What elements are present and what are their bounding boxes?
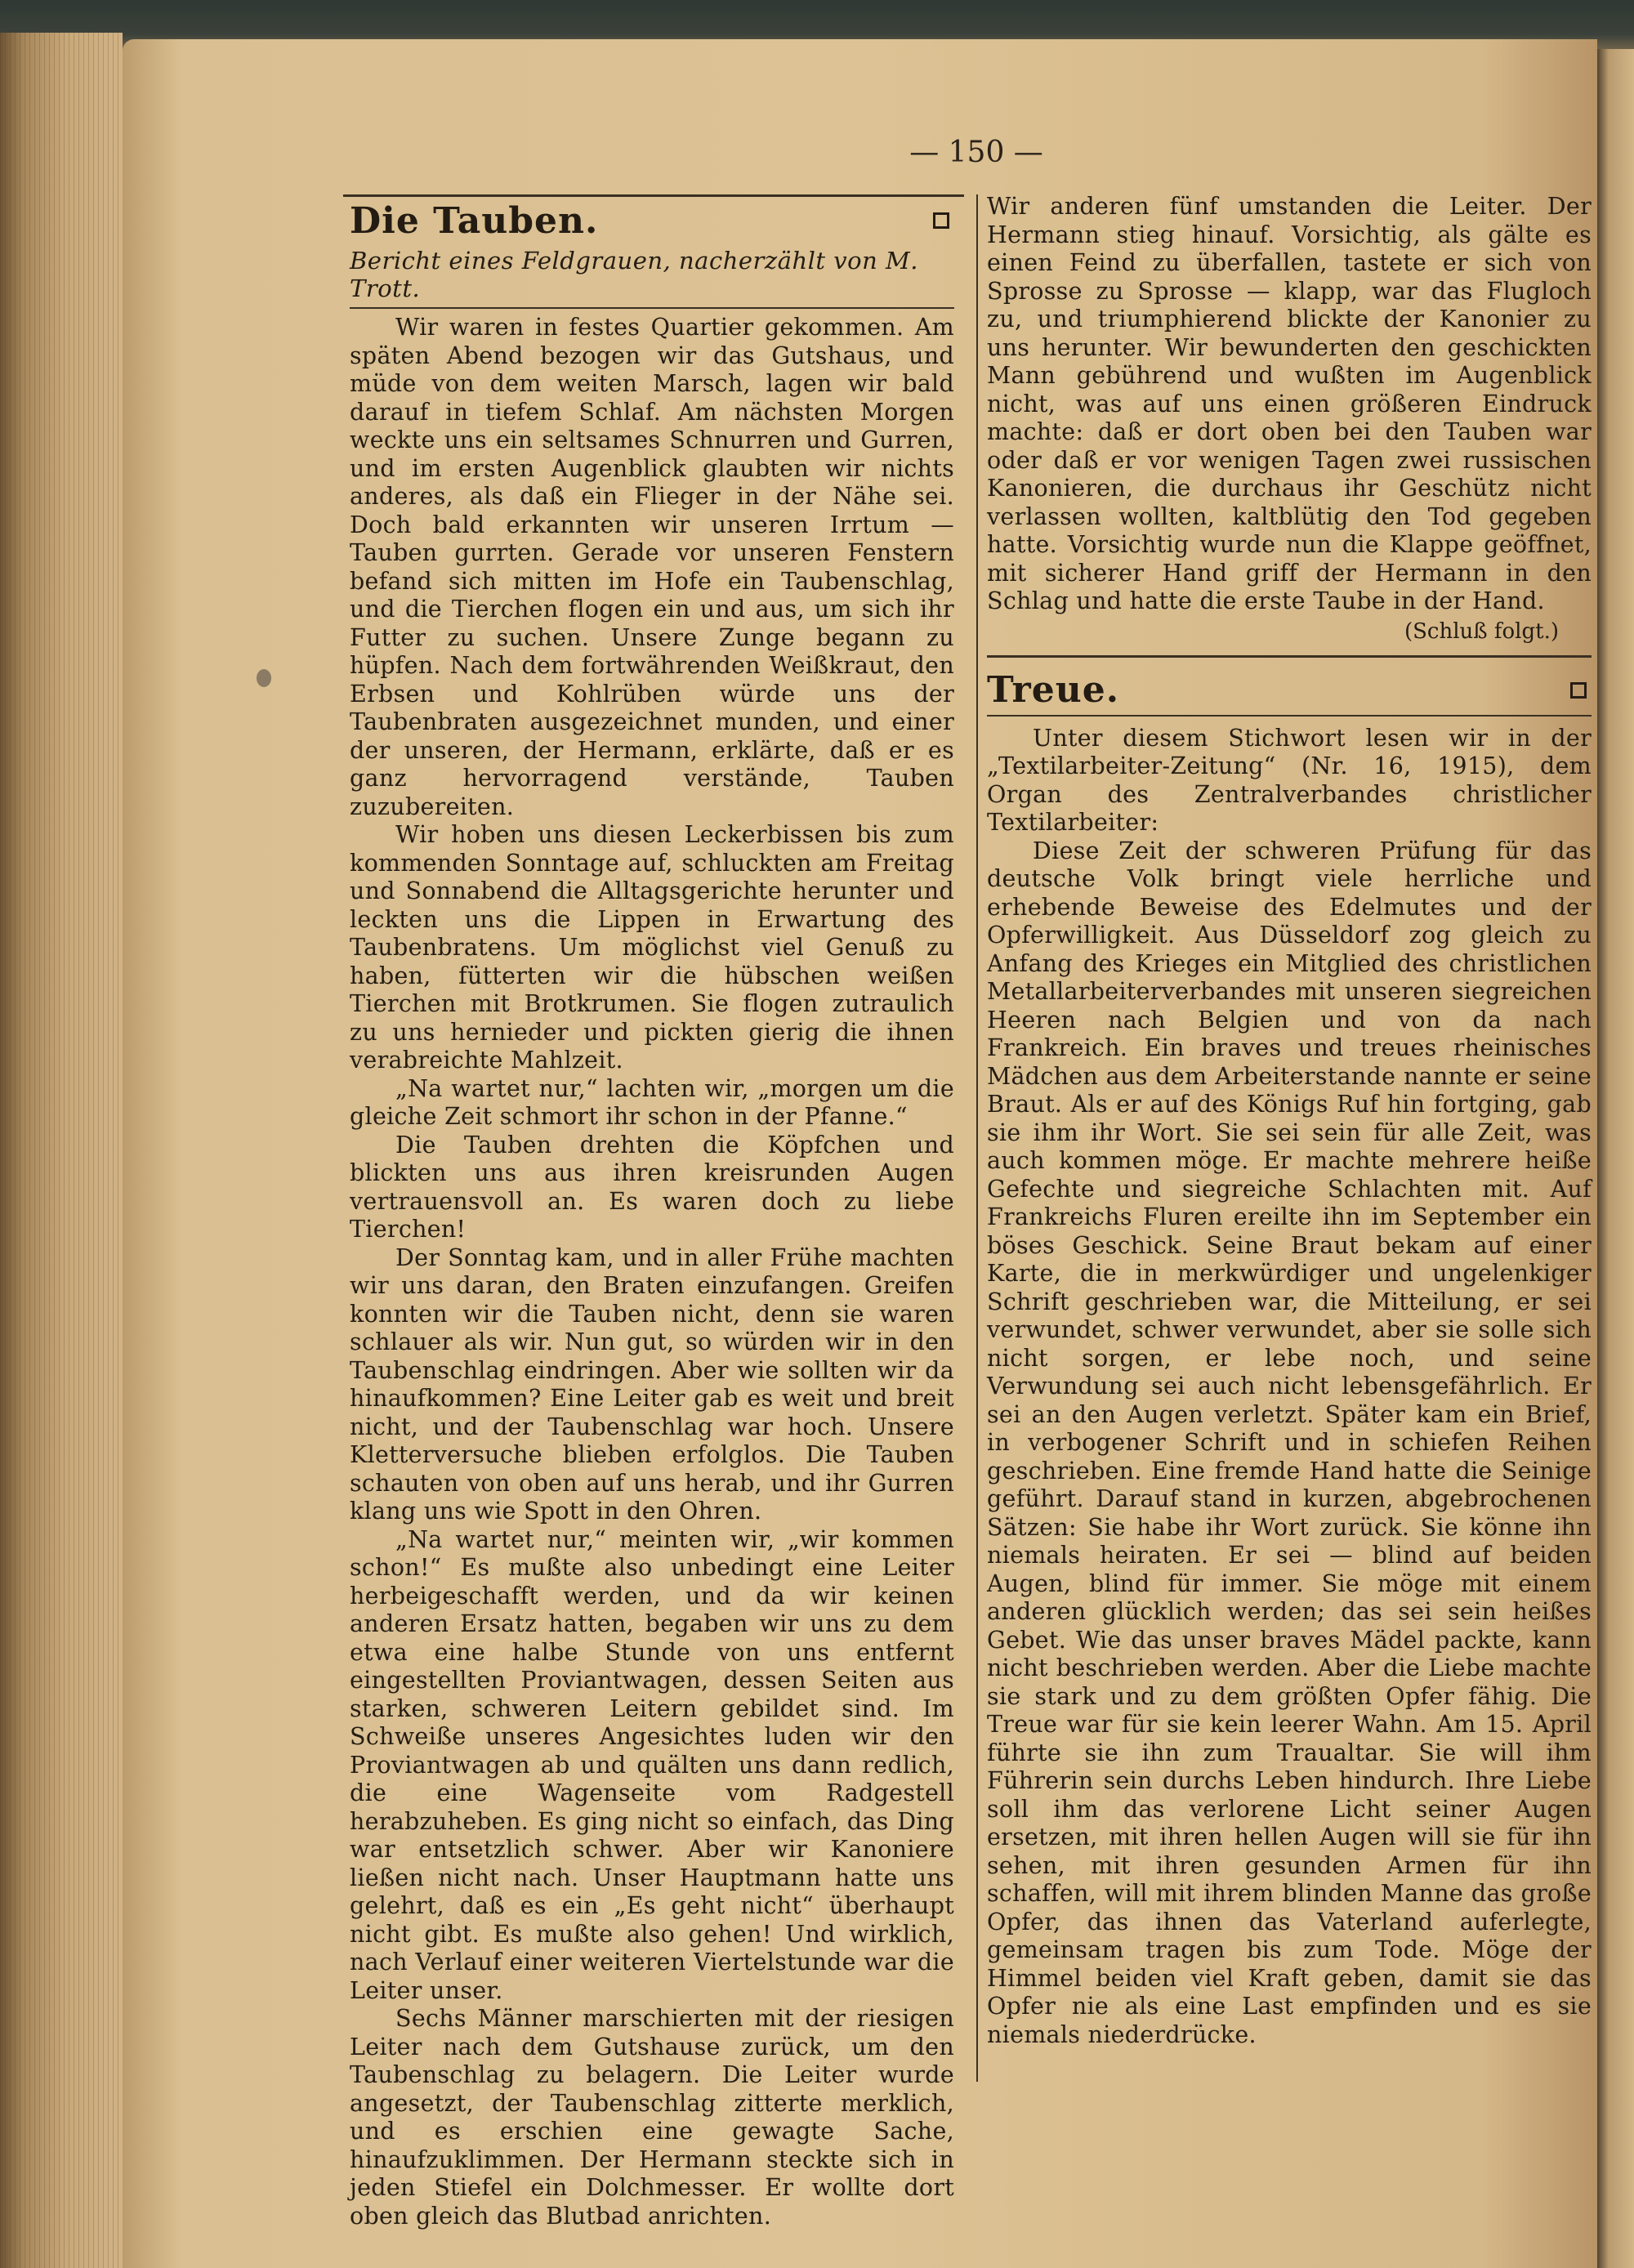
paragraph: „Na wartet nur,“ lachten wir, „morgen um die gleiche Zeit schmort ihr schon in der Pfanne.“ bbox=[350, 1074, 954, 1130]
article-heading bbox=[987, 666, 1592, 715]
page-number: — 150 — bbox=[909, 136, 1043, 169]
adjacent-page-edge bbox=[1595, 49, 1634, 2268]
article-title: Treue. bbox=[987, 669, 1120, 711]
left-column bbox=[350, 196, 954, 2230]
page-stack bbox=[0, 33, 123, 2268]
article-title: Die Tauben. bbox=[350, 199, 599, 242]
paragraph: Diese Zeit der schweren Prüfung für das deutsche Volk bringt viele herrliche und erhebende Beweise des Edelmutes und der Opferwilligkeit. Aus Düsseldorf zog gleich zu Anfang des Krieges ein Mitglied des christlichen Metallarbeiterverbandes mit unseren siegreichen Heeren nach Belgien und von da nach Frankreich. Ein braves und treues rheinisches Mädchen aus dem Arbeiterstande nannte er seine Braut. Als er auf des Königs Ruf hin fortging, gab sie ihm ihr Wort. Sie sei sein für alle Zeit, was auch kommen möge. Er machte mehrere heiße Gefechte und siegreiche Schlachten mit. Auf Frankreichs Fluren ereilte ihn im September ein böses Geschick. Seine Braut bekam auf einer Karte, die in merkwürdiger und ungelenkiger Schrift geschrieben war, die Mitteilung, er sei verwundet, schwer verwundet, aber sie solle sich nicht sorgen, er lebe noch, und seine Verwundung sei auch nicht lebensgefährlich. Er sei an den Augen verletzt. Später kam ein Brief, in verbogener Schrift und in schiefen Reihen geschrieben. Eine fremde Hand hatte die Seinige geführt. Darauf stand in kurzen, abgebrochenen Sätzen: Sie habe ihr Wort zurück. Sie könne ihn niemals heiraten. Er sei — blind auf beiden Augen, blind für immer. Sie möge mit einem anderen glücklich werden; das sei sein heißes Gebet. Wie das unser braves Mädel packte, kann nicht beschrieben werden. Aber die Liebe machte sie stark und zu dem größten Opfer fähig. Die Treue war für sie kein leerer Wahn. Am 15. April führte sie ihn zum Traualtar. Sie will ihm Führerin sein durchs Leben hindurch. Ihre Liebe soll ihm das verlorene Licht seiner Augen ersetzen, mit ihren hellen Augen will sie für ihn sehen, mit ihren gesunden Armen für ihn schaffen, will mit ihrem blinden Manne das große Opfer, das ihnen das Vaterland auferlegte, gemeinsam tragen bis zum Tode. Möge der Himmel beiden viel Kraft geben, damit sie das Opfer nie als eine Last empfinden und es sie niemals niederdrücke. bbox=[987, 837, 1592, 2048]
column-divider bbox=[976, 194, 978, 2082]
paragraph: Unter diesem Stichwort lesen wir in der „Textilarbeiter-Zeitung“ (Nr. 16, 1915), dem Organ des Zentralverbandes christlicher Textilarbeiter: bbox=[987, 724, 1592, 836]
paragraph: Die Tauben drehten die Köpfchen und blickten uns aus ihren kreisrunden Augen vertrauensvoll an. Es waren doch zu liebe Tierchen! bbox=[350, 1131, 954, 1243]
continued-paragraph: Wir anderen fünf umstanden die Leiter. Der Hermann stieg hinauf. Vorsichtig, als gälte es einen Feind zu überfallen, tastete er sich von Sprosse zu Sprosse — klapp, war das Flugloch zu, und triumphierend blickte der Kanonier zu uns herunter. Wir bewunderten den geschickten Mann gebührend und wußten im Augenblick nicht, was auf uns einen größeren Eindruck machte: daß er dort oben bei den Tauben war oder daß er vor wenigen Tagen zwei russischen Kanonieren, die durchaus ihr Geschütz nicht verlassen wollten, kaltblütig den Tod gegeben hatte. Vorsichtig wurde nun die Klappe geöffnet, mit sicherer Hand griff der Hermann in den Schlag und hatte die erste Taube in der Hand. bbox=[987, 193, 1592, 614]
square-ornament-icon bbox=[933, 212, 949, 229]
right-column bbox=[987, 193, 1592, 2049]
article-byline: Bericht eines Feldgrauen, nacherzählt von M. Trott. bbox=[350, 245, 954, 309]
article-heading bbox=[350, 196, 954, 245]
paragraph: Sechs Männer marschierten mit der riesigen Leiter nach dem Gutshause zurück, um den Taubenschlag zu belagern. Die Leiter wurde angesetzt, der Taubenschlag zitterte merklich, und es erschien eine gewagte Sache, hinaufzuklimmen. Der Hermann steckte sich in jeden Stiefel ein Dolchmesser. Er wollte dort oben gleich das Blutbad anrichten. bbox=[350, 2005, 954, 2230]
paragraph: „Na wartet nur,“ meinten wir, „wir kommen schon!“ Es mußte also unbedingt eine Leiter herbeigeschafft werden, und da wir keinen anderen Ersatz hatten, begaben wir uns zu dem etwa eine halbe Stunde von uns entfernt eingestellten Proviantwagen, dessen Seiten aus starken, schweren Leitern gebildet sind. Im Schweiße unseres Angesichtes luden wir den Proviantwagen ab und quälten uns dann redlich, die eine Wagenseite vom Radgestell herabzuheben. Es ging nicht so einfach, das Ding war entsetzlich schwer. Aber wir Kanoniere ließen nicht nach. Unser Hauptmann hatte uns gelehrt, daß es ein „Es geht nicht“ überhaupt nicht gibt. Es mußte also gehen! Und wirklich, nach Verlauf einer weiteren Viertelstunde war die Leiter unser. bbox=[350, 1525, 954, 2004]
section-rule bbox=[987, 655, 1592, 658]
section-rule bbox=[987, 715, 1592, 717]
square-ornament-icon bbox=[1570, 682, 1587, 699]
paper-hole bbox=[257, 669, 271, 687]
closing-note: (Schluß folgt.) bbox=[1404, 618, 1559, 644]
paragraph: Der Sonntag kam, und in aller Frühe machten wir uns daran, den Braten einzufangen. Greifen konnten wir die Tauben nicht, denn sie waren schlauer als wir. Nun gut, so würden wir in den Taubenschlag eindringen. Aber wie sollten wir da hinaufkommen? Eine Leiter gab es weit und breit nicht, und der Taubenschlag war hoch. Unsere Kletterversuche blieben erfolglos. Die Tauben schauten von oben auf uns herab, und ihr Gurren klang uns wie Spott in den Ohren. bbox=[350, 1243, 954, 1525]
paragraph: Wir waren in festes Quartier gekommen. Am späten Abend bezogen wir das Gutshaus, und müde von dem weiten Marsch, lagen wir bald darauf in tiefem Schlaf. Am nächsten Morgen weckte uns ein seltsames Schnurren und Gurren, und im ersten Augenblick glaubten wir nichts anderes, als daß ein Flieger in der Nähe sei. Doch bald erkannten wir unseren Irrtum — Tauben gurrten. Gerade vor unseren Fenstern befand sich mitten im Hofe ein Taubenschlag, und die Tierchen flogen ein und aus, um sich ihr Futter zu suchen. Unsere Zunge begann zu hüpfen. Nach dem fortwährenden Weißkraut, den Erbsen und Kohlrüben würde uns der Taubenbraten ausgezeichnet munden, und einer der unseren, der Hermann, erklärte, daß er es ganz hervorragend verstände, Tauben zuzubereiten. bbox=[350, 314, 954, 820]
paragraph: Wir hoben uns diesen Leckerbissen bis zum kommenden Sonntage auf, schluckten am Freitag und Sonnabend die Alltagsgerichte herunter und leckten uns die Lippen in Erwartung des Taubenbratens. Um möglichst viel Genuß zu haben, fütterten wir die hübschen weißen Tierchen mit Brotkrumen. Sie flogen zutraulich zu uns hernieder und pickten gierig die ihnen verabreichte Mahlzeit. bbox=[350, 821, 954, 1074]
